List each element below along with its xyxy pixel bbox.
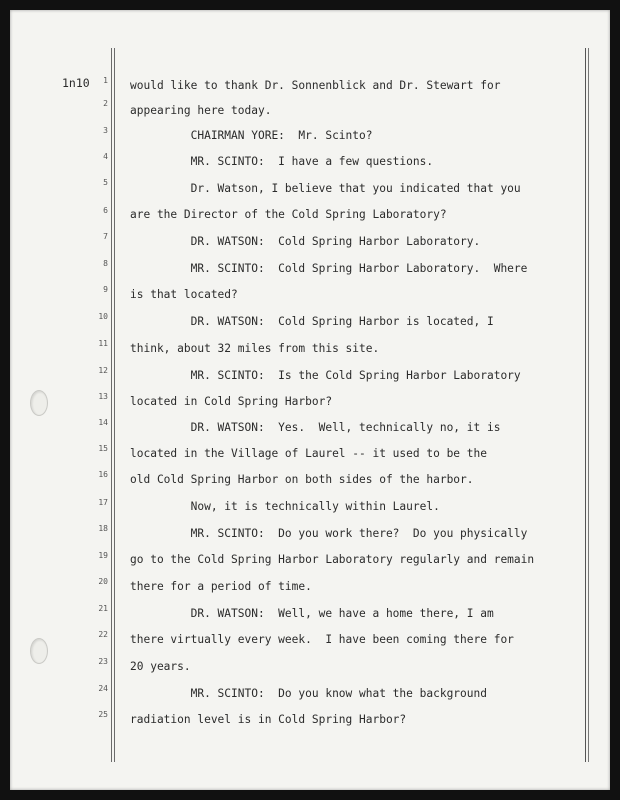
right-margin-rule	[585, 48, 586, 762]
line-number: 22	[98, 630, 108, 639]
transcript-line: DR. WATSON: Cold Spring Harbor is located, I	[130, 315, 494, 328]
line-number: 23	[98, 657, 108, 666]
transcript-line: think, about 32 miles from this site.	[130, 342, 380, 355]
left-margin-rule	[111, 48, 112, 762]
line-number: 2	[103, 99, 108, 108]
line-number: 1	[103, 76, 108, 85]
transcript-line: would like to thank Dr. Sonnenblick and Dr. Stewart for	[130, 79, 501, 92]
line-number: 4	[103, 152, 108, 161]
line-number: 24	[98, 684, 108, 693]
transcript-line: MR. SCINTO: Is the Cold Spring Harbor Laboratory	[130, 369, 521, 382]
transcript-line: located in Cold Spring Harbor?	[130, 395, 333, 408]
transcript-page	[10, 10, 610, 790]
transcript-line: is that located?	[130, 288, 238, 301]
transcript-line: located in the Village of Laurel -- it used to be the	[130, 447, 487, 460]
line-number: 12	[98, 366, 108, 375]
line-number: 11	[98, 339, 108, 348]
transcript-line: 20 years.	[130, 660, 191, 673]
transcript-line: DR. WATSON: Well, we have a home there, I am	[130, 607, 494, 620]
line-number: 3	[103, 126, 108, 135]
transcript-line: MR. SCINTO: Do you know what the background	[130, 687, 487, 700]
line-number: 17	[98, 498, 108, 507]
line-number: 18	[98, 524, 108, 533]
binder-hole-lower	[30, 638, 48, 664]
transcript-line: Now, it is technically within Laurel.	[130, 500, 440, 513]
transcript-line: DR. WATSON: Yes. Well, technically no, it is	[130, 421, 501, 434]
right-margin-rule-outer	[588, 48, 589, 762]
line-number: 7	[103, 232, 108, 241]
transcript-line: DR. WATSON: Cold Spring Harbor Laboratory.	[130, 235, 481, 248]
left-margin-rule-inner	[114, 48, 115, 762]
line-number: 6	[103, 206, 108, 215]
transcript-line: are the Director of the Cold Spring Laboratory?	[130, 208, 447, 221]
line-number: 15	[98, 444, 108, 453]
transcript-line: appearing here today.	[130, 104, 272, 117]
line-number: 14	[98, 418, 108, 427]
line-number: 20	[98, 577, 108, 586]
transcript-line: CHAIRMAN YORE: Mr. Scinto?	[130, 129, 373, 142]
line-number: 19	[98, 551, 108, 560]
line-number: 9	[103, 285, 108, 294]
line-number: 10	[98, 312, 108, 321]
transcript-line: old Cold Spring Harbor on both sides of the harbor.	[130, 473, 474, 486]
line-number: 8	[103, 259, 108, 268]
line-number: 13	[98, 392, 108, 401]
transcript-line: MR. SCINTO: Cold Spring Harbor Laboratory. Where	[130, 262, 528, 275]
line-number: 16	[98, 470, 108, 479]
transcript-line: there for a period of time.	[130, 580, 312, 593]
transcript-line: there virtually every week. I have been coming there for	[130, 633, 514, 646]
transcript-line: MR. SCINTO: I have a few questions.	[130, 155, 434, 168]
page-identifier: 1n10	[62, 76, 90, 90]
transcript-line: radiation level is in Cold Spring Harbor?	[130, 713, 407, 726]
line-number: 21	[98, 604, 108, 613]
transcript-line: Dr. Watson, I believe that you indicated that you	[130, 182, 521, 195]
transcript-line: go to the Cold Spring Harbor Laboratory regularly and remain	[130, 553, 535, 566]
binder-hole-upper	[30, 390, 48, 416]
line-number: 25	[98, 710, 108, 719]
line-number: 5	[103, 178, 108, 187]
transcript-line: MR. SCINTO: Do you work there? Do you physically	[130, 527, 528, 540]
